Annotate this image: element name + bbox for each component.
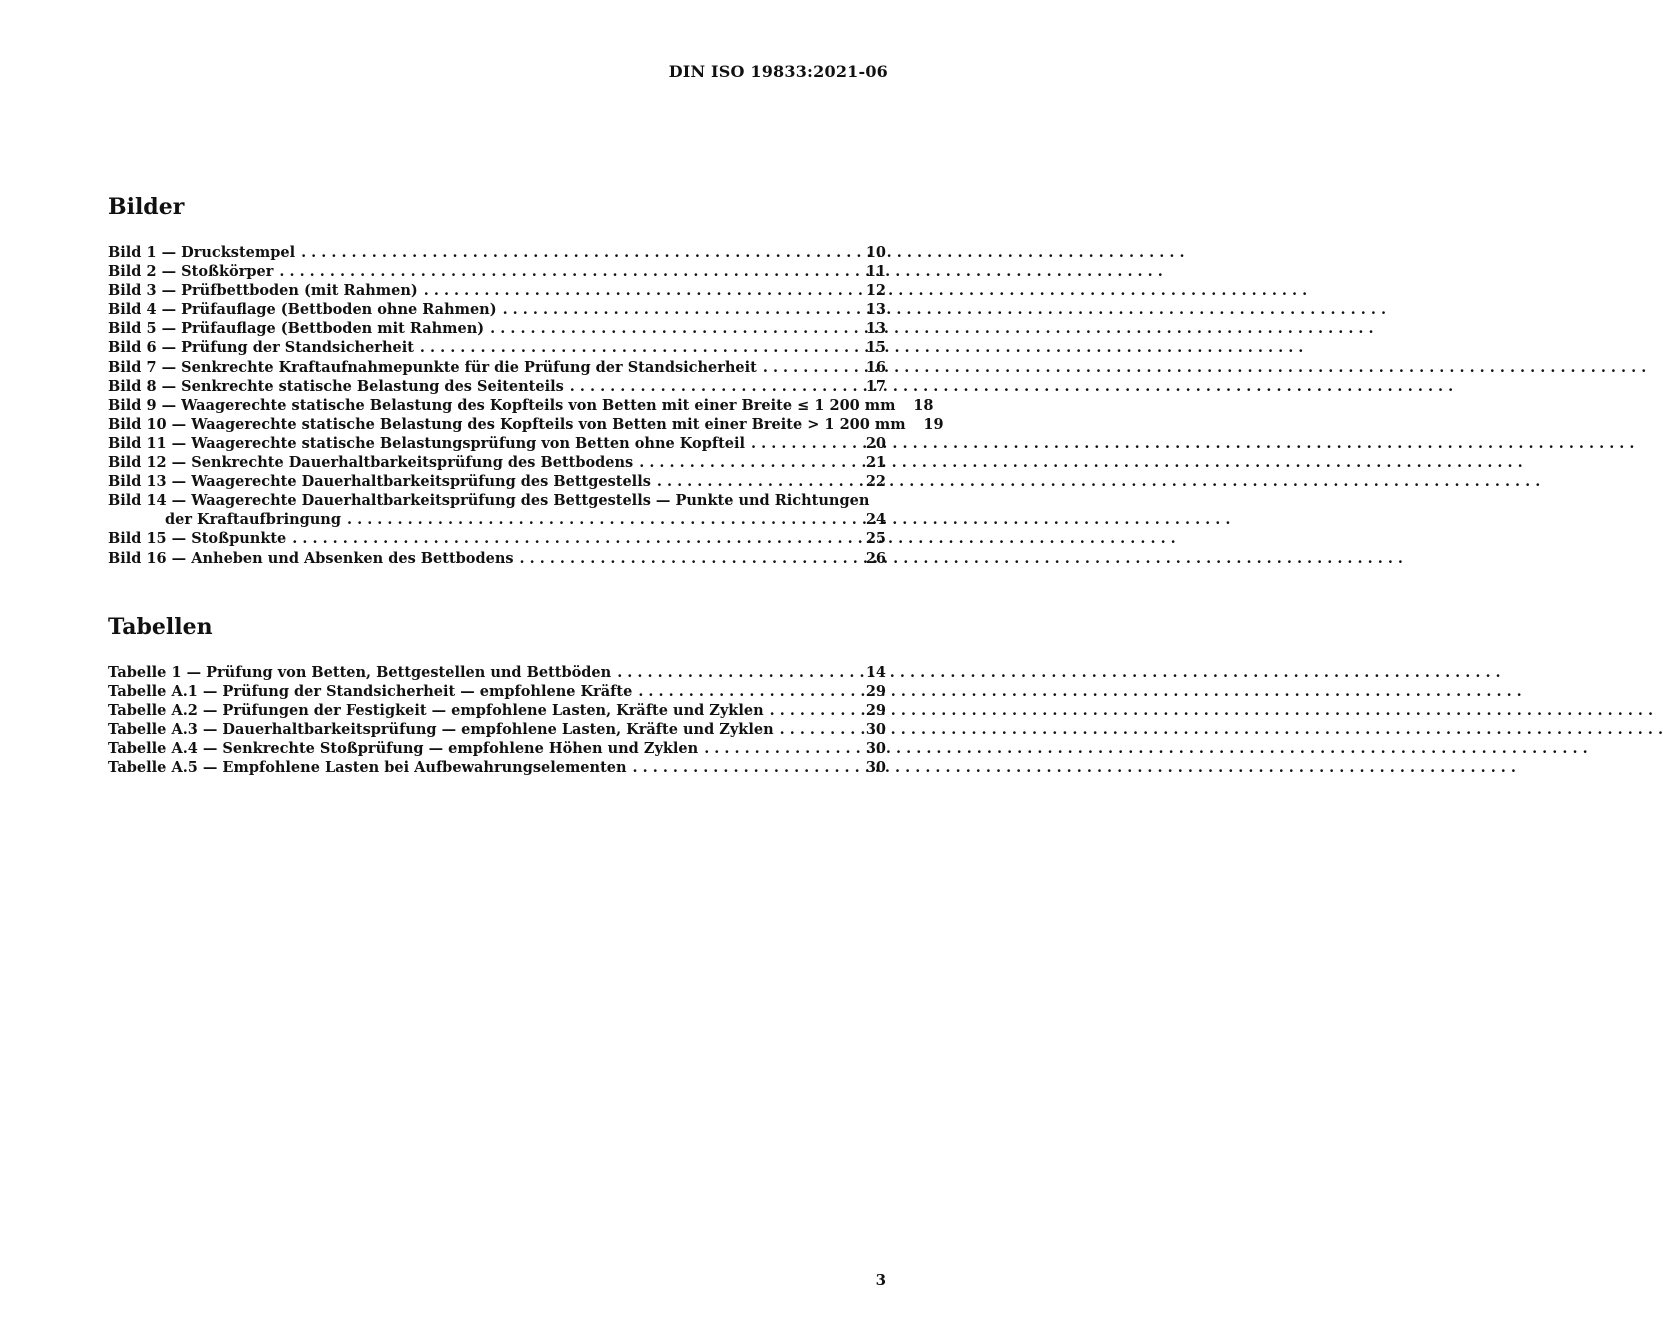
toc-entry-bild-3[interactable]: Bild 3 — Prüfbettboden (mit Rahmen) . . . 12	[108, 281, 886, 300]
page-number: 17	[865, 377, 886, 395]
toc-entry-bild-10[interactable]: Bild 10 — Waagerechte statische Belastung des Kopfteils von Betten mit einer Breite > 1 200 mm 19	[108, 415, 944, 433]
page-number: 19	[923, 415, 944, 433]
toc-entry-tabelle-1[interactable]: Tabelle 1 — Prüfung von Betten, Bettgestellen und Bettböden . . . 14	[108, 663, 886, 682]
page-number: 14	[865, 664, 886, 681]
page-number: 20	[865, 434, 886, 452]
page-number: 21	[865, 454, 886, 472]
page-number: 29	[865, 702, 886, 720]
toc-entry-bild-7[interactable]: Bild 7 — Senkrechte Kraftaufnahmepunkte für die Prüfung der Standsicherheit . . . 16	[108, 358, 886, 377]
page-number: 12	[865, 282, 886, 300]
page-number-footer: 3	[875, 1271, 886, 1289]
page-number: 10	[865, 244, 886, 261]
toc-entry-bild-15[interactable]: Bild 15 — Stoßpunkte . . . 25	[108, 529, 886, 548]
document-id: DIN ISO 19833:2021-06	[668, 62, 888, 81]
page-number: 25	[865, 530, 886, 548]
figures-list	[108, 243, 944, 568]
toc-entry-bild-11[interactable]: Bild 11 — Waagerechte statische Belastungsprüfung von Betten ohne Kopfteil . . . 20	[108, 434, 886, 453]
page-number: 26	[865, 549, 886, 567]
toc-entry-bild-1[interactable]: Bild 1 — Druckstempel . . . 10	[108, 243, 886, 262]
page-number: 30	[865, 721, 886, 739]
tables-list	[108, 663, 886, 778]
toc-entry-tabelle-a1[interactable]: Tabelle A.1 — Prüfung der Standsicherheit — empfohlene Kräfte . . . 29	[108, 682, 886, 701]
page-number: 15	[865, 339, 886, 357]
page-number: 16	[865, 358, 886, 376]
toc-entry-tabelle-a2[interactable]: Tabelle A.2 — Prüfungen der Festigkeit — empfohlene Lasten, Kräfte und Zyklen . . . 29	[108, 701, 886, 720]
toc-entry-tabelle-a3[interactable]: Tabelle A.3 — Dauerhaltbarkeitsprüfung — empfohlene Lasten, Kräfte und Zyklen . . . 30	[108, 720, 886, 739]
toc-entry-bild-5[interactable]: Bild 5 — Prüfauflage (Bettboden mit Rahmen) . . . 13	[108, 319, 886, 338]
page-number: 13	[865, 320, 886, 338]
toc-entry-bild-4[interactable]: Bild 4 — Prüfauflage (Bettboden ohne Rahmen) . . . 13	[108, 300, 886, 319]
toc-entry-bild-16[interactable]: Bild 16 — Anheben und Absenken des Bettbodens . . . 26	[108, 549, 886, 568]
page-number: 30	[865, 740, 886, 758]
page-number: 29	[865, 683, 886, 701]
section-title-bilder: Bilder	[108, 194, 185, 220]
toc-entry-bild-14[interactable]: Bild 14 — Waagerechte Dauerhaltbarkeitsprüfung des Bettgestells — Punkte und Richtungen der Kraftaufbringung . . . 24	[108, 491, 886, 529]
section-title-tabellen: Tabellen	[108, 614, 213, 640]
page-number: 11	[865, 263, 886, 281]
toc-entry-tabelle-a4[interactable]: Tabelle A.4 — Senkrechte Stoßprüfung — empfohlene Höhen und Zyklen . . . 30	[108, 739, 886, 758]
page-number: 24	[865, 511, 886, 529]
toc-entry-bild-6[interactable]: Bild 6 — Prüfung der Standsicherheit . . . 15	[108, 338, 886, 357]
page-number: 18	[913, 396, 934, 414]
toc-entry-bild-9[interactable]: Bild 9 — Waagerechte statische Belastung des Kopfteils von Betten mit einer Breite ≤ 1 200 mm 18	[108, 396, 934, 414]
toc-entry-bild-13[interactable]: Bild 13 — Waagerechte Dauerhaltbarkeitsprüfung des Bettgestells . . . 22	[108, 472, 886, 491]
page-number: 30	[865, 759, 886, 777]
toc-entry-bild-2[interactable]: Bild 2 — Stoßkörper . . . 11	[108, 262, 886, 281]
toc-entry-bild-12[interactable]: Bild 12 — Senkrechte Dauerhaltbarkeitsprüfung des Bettbodens . . . 21	[108, 453, 886, 472]
toc-entry-bild-8[interactable]: Bild 8 — Senkrechte statische Belastung des Seitenteils . . . 17	[108, 377, 886, 396]
toc-entry-tabelle-a5[interactable]: Tabelle A.5 — Empfohlene Lasten bei Aufbewahrungselementen . . . 30	[108, 758, 886, 777]
page-number: 13	[865, 301, 886, 319]
page-number: 22	[865, 473, 886, 491]
